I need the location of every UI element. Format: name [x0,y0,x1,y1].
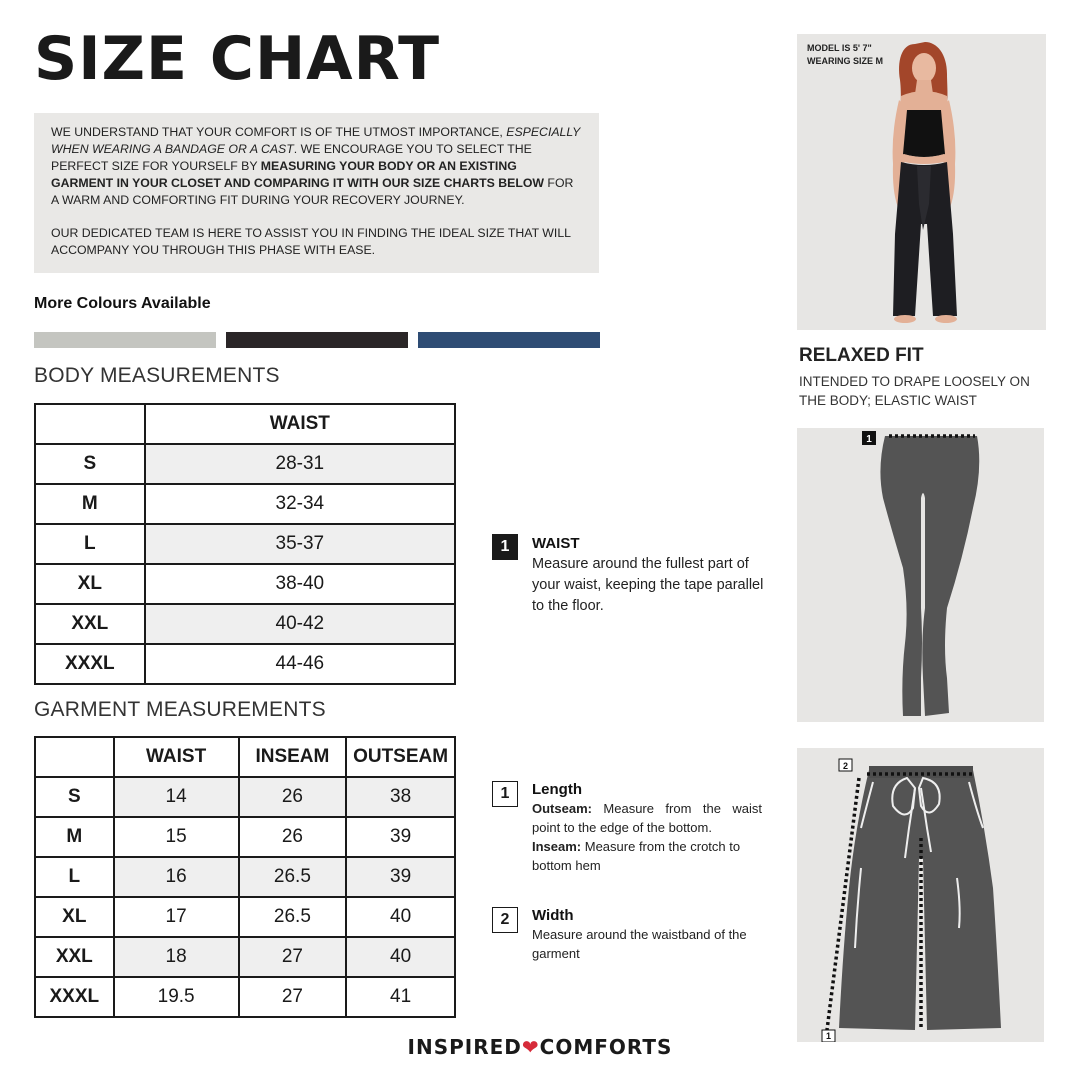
intro-paragraph-1 [51,124,582,209]
intro-text-box [34,113,599,273]
width-instruction-heading: Width [532,907,574,924]
size-cell: L [35,524,145,564]
value-cell: 41 [346,977,455,1017]
intro-emphasis: ESPECIALLY WHEN WEARING A BANDAGE OR A CAST [51,125,581,156]
diagram-marker: 1 [866,434,872,445]
diagram-marker: 2 [842,761,849,771]
size-cell: XXL [35,604,145,644]
table-row [35,777,455,817]
inseam-text: Measure from the crotch to bottom hem [532,839,741,873]
table-header-row [35,404,455,444]
value-cell: 26.5 [239,897,347,937]
table-header-cell [35,737,114,777]
garment-measurements-heading: GARMENT MEASUREMENTS [34,698,326,721]
size-cell: M [35,817,114,857]
brand-name-left: INSPIRED [407,1035,522,1059]
pants-flat-illustration [797,748,1044,1042]
inseam-instruction [532,837,762,875]
body-measurements-heading: BODY MEASUREMENTS [34,364,280,387]
brand-name-right: COMFORTS [539,1035,673,1059]
length-instruction [532,780,762,875]
model-figure-illustration [797,34,1046,330]
table-row [35,564,455,604]
inseam-label: Inseam: [532,839,582,854]
fit-description: INTENDED TO DRAPE LOOSELY ON THE BODY; ELASTIC WAIST [799,374,1030,408]
size-cell: L [35,857,114,897]
size-cell: XXXL [35,977,114,1017]
value-cell: 15 [114,817,239,857]
value-cell: 38-40 [145,564,455,604]
outseam-text: Measure from the waist point to the edge of the bottom. [532,801,762,835]
diagram-marker: 1 [825,1031,832,1041]
size-cell: XXL [35,937,114,977]
width-step-marker: 2 [492,907,518,933]
colours-heading: More Colours Available [34,295,211,312]
length-instruction-heading: Length [532,781,582,798]
table-row [35,857,455,897]
table-header-cell: OUTSEAM [346,737,455,777]
intro-paragraph-2: OUR DEDICATED TEAM IS HERE TO ASSIST YOU IN FINDING THE IDEAL SIZE THAT WILL ACCOMPANY YOU THROUGH THIS PHASE WITH EASE. [51,226,571,257]
brand-logo [0,1035,1080,1059]
table-row [35,977,455,1017]
table-row [35,444,455,484]
legs-silhouette-illustration [797,428,1044,722]
colour-swatch-black[interactable] [226,332,408,348]
value-cell: 17 [114,897,239,937]
garment-measurements-table [34,736,456,1018]
model-size: WEARING SIZE M [807,56,883,66]
table-header-row [35,737,455,777]
value-cell: 39 [346,817,455,857]
table-row [35,897,455,937]
size-cell: XL [35,897,114,937]
value-cell: 44-46 [145,644,455,684]
value-cell: 39 [346,857,455,897]
size-cell: M [35,484,145,524]
value-cell: 40 [346,897,455,937]
value-cell: 28-31 [145,444,455,484]
table-row [35,644,455,684]
value-cell: 18 [114,937,239,977]
table-row [35,817,455,857]
colour-swatch-navy[interactable] [418,332,600,348]
table-header-cell: WAIST [114,737,239,777]
length-step-marker: 1 [492,781,518,807]
model-height: MODEL IS 5' 7" [807,43,872,53]
table-row [35,524,455,564]
value-cell: 14 [114,777,239,817]
waist-instruction-text: Measure around the fullest part of your waist, keeping the tape parallel to the floor. [532,556,764,614]
waist-instruction-heading: WAIST [532,535,580,552]
size-cell: S [35,444,145,484]
value-cell: 19.5 [114,977,239,1017]
table-row [35,937,455,977]
table-header-cell: WAIST [145,404,455,444]
value-cell: 26 [239,817,347,857]
table-header-cell [35,404,145,444]
width-instruction [532,906,762,963]
heart-icon: ❤ [521,1035,540,1059]
intro-text: FOR A WARM AND COMFORTING FIT DURING YOUR RECOVERY JOURNEY. [51,176,574,207]
value-cell: 27 [239,937,347,977]
garment-diagram [797,748,1044,1042]
value-cell: 40 [346,937,455,977]
body-measurements-table [34,403,456,685]
fit-title: RELAXED FIT [799,345,924,366]
page-title: SIZE CHART [34,24,441,94]
intro-text: WE UNDERSTAND THAT YOUR COMFORT IS OF THE UTMOST IMPORTANCE, [51,125,507,139]
outseam-label: Outseam: [532,801,592,816]
size-cell: XXXL [35,644,145,684]
value-cell: 26 [239,777,347,817]
value-cell: 26.5 [239,857,347,897]
outseam-instruction [532,799,762,837]
table-row [35,604,455,644]
value-cell: 38 [346,777,455,817]
value-cell: 27 [239,977,347,1017]
table-header-cell: INSEAM [239,737,347,777]
intro-bold: MEASURING YOUR BODY OR AN EXISTING GARMENT IN YOUR CLOSET AND COMPARING IT WITH OUR SIZE CHARTS BELOW [51,159,545,190]
body-diagram [797,428,1044,722]
value-cell: 35-37 [145,524,455,564]
intro-text: . WE ENCOURAGE YOU TO SELECT THE PERFECT SIZE FOR YOURSELF BY [51,142,532,173]
value-cell: 16 [114,857,239,897]
width-instruction-text: Measure around the waistband of the garment [532,927,747,961]
value-cell: 40-42 [145,604,455,644]
size-cell: XL [35,564,145,604]
value-cell: 32-34 [145,484,455,524]
colour-swatch-grey[interactable] [34,332,216,348]
waist-step-marker: 1 [492,534,518,560]
waist-instruction [532,533,764,617]
model-photo [797,34,1046,330]
size-cell: S [35,777,114,817]
table-row [35,484,455,524]
model-note [807,42,883,68]
